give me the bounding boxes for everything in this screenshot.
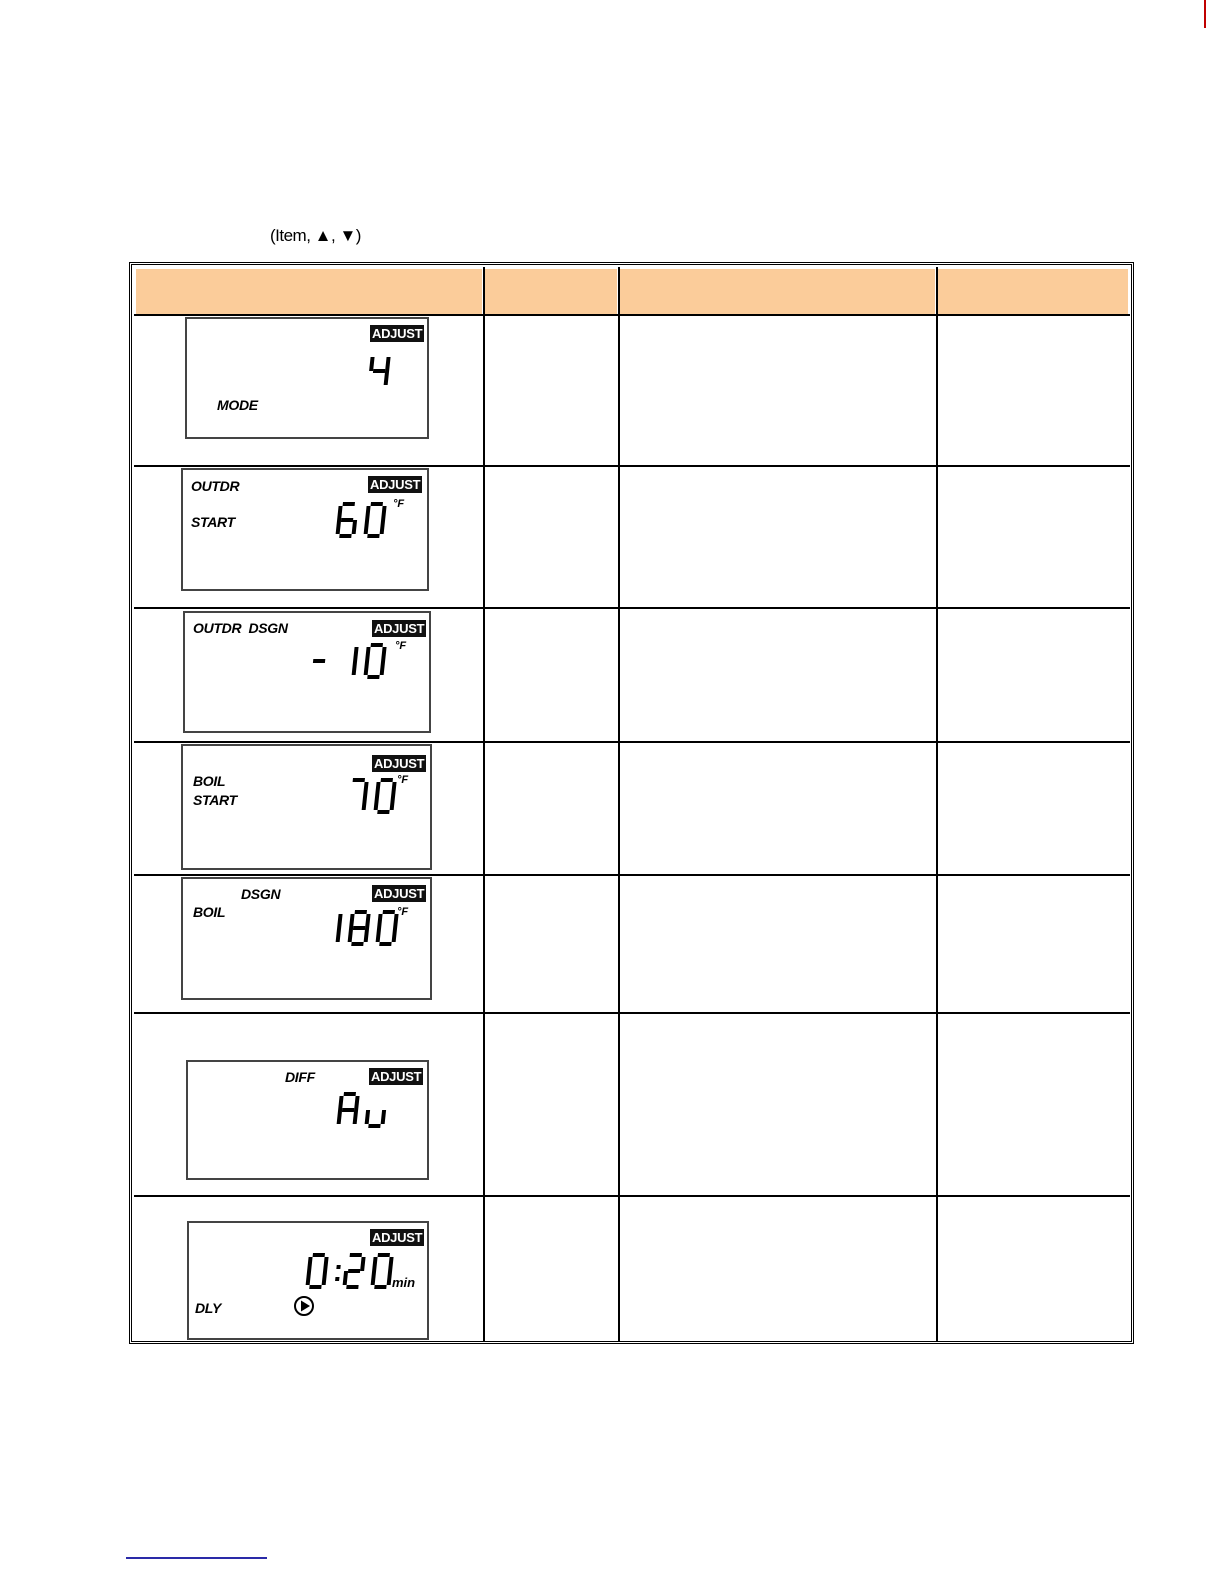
adjust-badge: ADJUST bbox=[374, 756, 425, 771]
row-divider bbox=[134, 741, 1130, 743]
lcd-display-differential bbox=[186, 1060, 429, 1180]
adjust-badge: ADJUST bbox=[374, 621, 425, 636]
footer-link-underline bbox=[126, 1557, 267, 1559]
lcd-value-digits bbox=[303, 1251, 395, 1291]
lcd-value-digits bbox=[317, 908, 407, 948]
lcd-label-dly: DLY bbox=[195, 1300, 222, 1316]
lcd-label-diff: DIFF bbox=[285, 1069, 315, 1085]
header-cell-3 bbox=[620, 269, 935, 315]
lcd-value-digits bbox=[333, 500, 393, 540]
navigation-hint: (Item, ▲, ▼) bbox=[270, 226, 361, 245]
lcd-label-boil: BOIL bbox=[193, 904, 226, 920]
row-divider bbox=[134, 314, 1130, 316]
lcd-display-boil-design bbox=[181, 877, 432, 1000]
header-cell-2 bbox=[485, 269, 617, 315]
lcd-value-digits bbox=[343, 776, 403, 816]
lcd-value-digits bbox=[305, 641, 395, 681]
lcd-label-dsgn: DSGN bbox=[241, 886, 281, 902]
lcd-label-boil: BOIL bbox=[193, 773, 226, 789]
page-edge-marker bbox=[1204, 0, 1206, 28]
adjust-badge: ADJUST bbox=[372, 1230, 423, 1245]
row-divider bbox=[134, 1195, 1130, 1197]
header-cell-4 bbox=[938, 269, 1128, 315]
lcd-label-outdr: OUTDR bbox=[191, 478, 240, 494]
adjust-badge: ADJUST bbox=[374, 886, 425, 901]
header-cell-display bbox=[136, 269, 482, 315]
lcd-label-outdr-dsgn: OUTDR DSGN bbox=[193, 620, 288, 636]
column-divider bbox=[618, 267, 620, 1342]
row-divider bbox=[134, 607, 1130, 609]
pump-icon bbox=[293, 1295, 315, 1317]
lcd-display-mode bbox=[185, 317, 429, 439]
lcd-label-start: START bbox=[191, 514, 235, 530]
column-divider bbox=[483, 267, 485, 1342]
lcd-value-digits bbox=[365, 351, 395, 391]
lcd-label-mode: MODE bbox=[217, 397, 258, 413]
lcd-display-outdr-start bbox=[181, 468, 429, 591]
row-divider bbox=[134, 1012, 1130, 1014]
adjust-badge: ADJUST bbox=[370, 477, 421, 492]
row-divider bbox=[134, 874, 1130, 876]
adjust-badge: ADJUST bbox=[372, 326, 423, 341]
lcd-display-delay bbox=[187, 1221, 429, 1340]
lcd-display-outdr-design bbox=[183, 611, 431, 733]
column-divider bbox=[936, 267, 938, 1342]
lcd-value-digits bbox=[334, 1090, 394, 1130]
lcd-unit: °F bbox=[397, 774, 409, 786]
lcd-label-start: START bbox=[193, 792, 237, 808]
lcd-display-boil-start bbox=[181, 744, 432, 870]
lcd-unit: min bbox=[392, 1275, 416, 1290]
lcd-unit: °F bbox=[397, 906, 409, 918]
row-divider bbox=[134, 465, 1130, 467]
lcd-unit: °F bbox=[395, 640, 407, 652]
adjust-badge: ADJUST bbox=[371, 1069, 422, 1084]
lcd-unit: °F bbox=[393, 498, 405, 510]
